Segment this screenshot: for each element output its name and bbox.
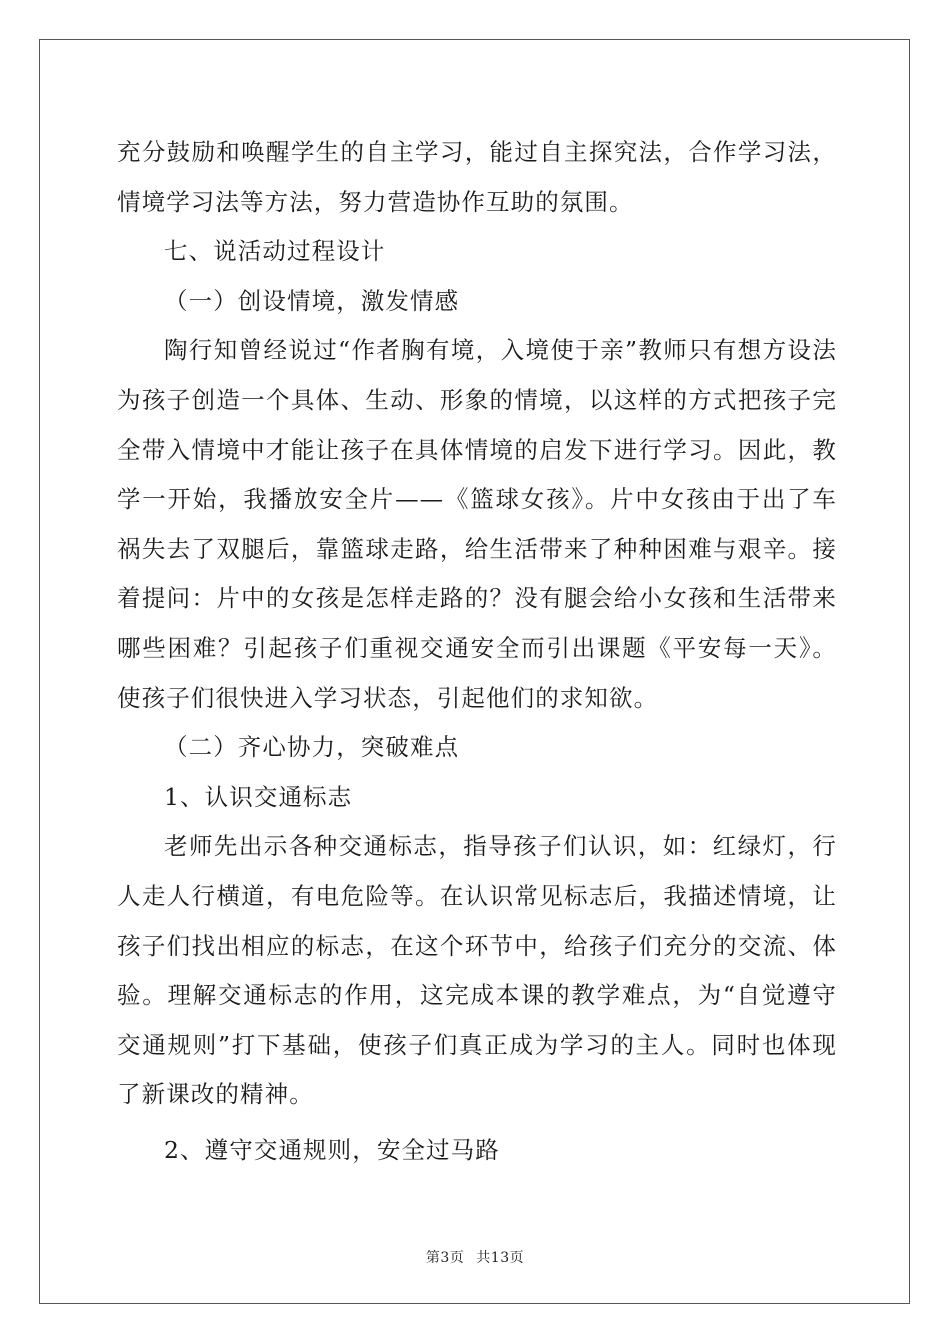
item-heading-traffic-signs: 1、认识交通标志: [164, 782, 353, 811]
page-number: 第3页: [425, 1250, 465, 1266]
total-pages: 共13页: [476, 1250, 525, 1266]
paragraph-continuation: 充分鼓励和唤醒学生的自主学习，能过自主探究法，合作学习法，情境学习法等方法，努力营造协作互助的氛围。: [117, 138, 837, 216]
paragraph-traffic-signs: 老师先出示各种交通标志，指导孩子们认识，如：红绿灯，行人走人行横道，有电危险等。在认识常见标志后，我描述情境，让孩子们找出相应的标志，在这个环节中，给孩子们充分的交流、体验。理解交通标志的作用，这完成本课的教学难点，为“自觉遵守交通规则”打下基础，使孩子们真正成为学习的主人。同时也体现了新课改的精神。: [117, 832, 837, 1109]
paragraph-tao-xingzhi: 陶行知曾经说过“作者胸有境，入境使于亲”教师只有想方设法为孩子创造一个具体、生动、形象的情境，以这样的方式把孩子完全带入情境中才能让孩子在具体情境的启发下进行学习。因此，教学一开始，我播放安全片——《篮球女孩》。片中女孩由于出了车祸失去了双腿后，靠篮球走路，给生活带来了种种困难与艰辛。接着提问：片中的女孩是怎样走路的？没有腿会给小女孩和生活带来哪些困难？引起孩子们重视交通安全而引出课题《平安每一天》。使孩子们很快进入学习状态，引起他们的求知欲。: [117, 336, 837, 712]
item-heading-traffic-rules: 2、遵守交通规则，安全过马路: [164, 1135, 500, 1164]
document-body: [117, 128, 837, 1175]
subheading-work-together: （二）齐心协力，突破难点: [164, 733, 460, 762]
subheading-create-situation: （一）创设情境，激发情感: [164, 286, 460, 315]
section-heading-process-design: 七、说活动过程设计: [164, 237, 386, 266]
page-footer: [0, 1247, 950, 1267]
